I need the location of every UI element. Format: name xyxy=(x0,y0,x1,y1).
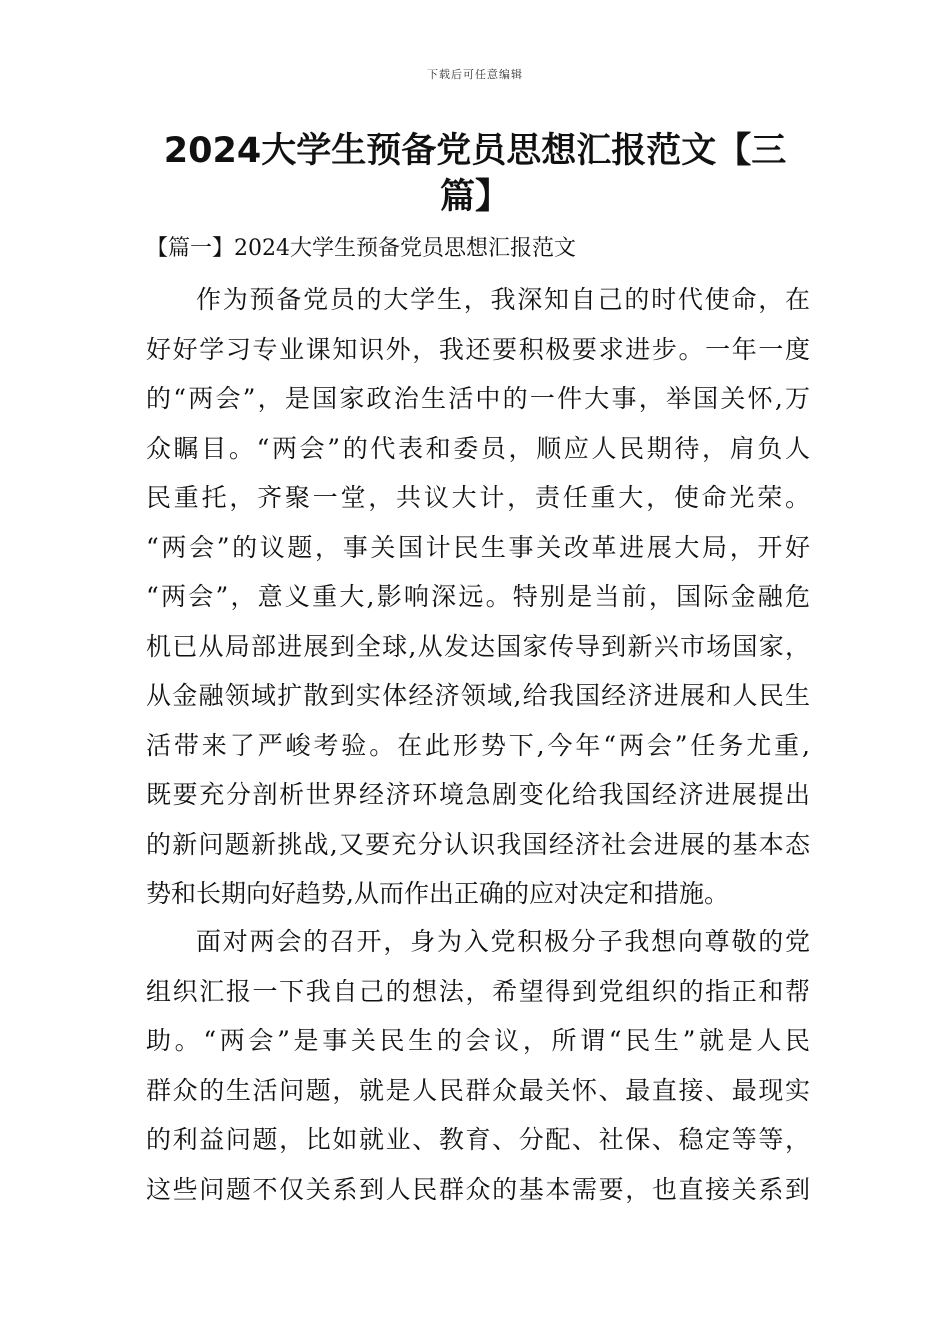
paragraph-line: 民重托，齐聚一堂，共议大计，责任重大，使命光荣。 xyxy=(146,483,810,512)
paragraph-line: 的新问题新挑战,又要充分认识我国经济社会进展的基本态 xyxy=(146,829,810,859)
paragraph-line: 的利益问题，比如就业、教育、分配、社保、稳定等等， xyxy=(146,1125,810,1154)
paragraph-line: 机已从局部进展到全球,从发达国家传导到新兴市场国家， xyxy=(146,631,810,661)
paragraph-line: 好好学习专业课知识外，我还要积极要求进步。一年一度 xyxy=(146,334,810,364)
page-title xyxy=(150,128,800,220)
paragraph-line: 势和长期向好趋势,从而作出正确的应对决定和措施。 xyxy=(146,879,729,908)
paragraph-1 xyxy=(146,275,810,919)
paragraph-line: 既要充分剖析世界经济环境急剧变化给我国经济进展提出 xyxy=(146,780,810,809)
paragraph-line: 助。“两会”是事关民生的会议，所谓“民生”就是人民 xyxy=(146,1026,810,1055)
paragraph-2 xyxy=(146,917,810,1214)
title-line-2: 篇】 xyxy=(439,177,510,217)
title-line-1: 2024大学生预备党员思想汇报范文【三 xyxy=(163,131,787,171)
paragraph-line: 这些问题不仅关系到人民群众的基本需要，也直接关系到 xyxy=(146,1174,810,1204)
paragraph-line: “两会”的议题，事关国计民生事关改革进展大局，开好 xyxy=(146,532,810,562)
paragraph-line: 组织汇报一下我自己的想法，希望得到党组织的指正和帮 xyxy=(146,976,810,1006)
paragraph-line: “两会”，意义重大,影响深远。特别是当前，国际金融危 xyxy=(146,582,810,611)
paragraph-line: 作为预备党员的大学生，我深知自己的时代使命，在 xyxy=(196,285,810,314)
paragraph-line: 面对两会的召开，身为入党积极分子我想向尊敬的党 xyxy=(196,927,810,956)
paragraph-line: 从金融领域扩散到实体经济领域,给我国经济进展和人民生 xyxy=(146,681,810,710)
paragraph-line: 活带来了严峻考验。在此形势下,今年“两会”任务尤重, xyxy=(146,730,810,760)
paragraph-line: 群众的生活问题，就是人民群众最关怀、最直接、最现实 xyxy=(146,1075,810,1105)
paragraph-line: 众瞩目。“两会”的代表和委员，顺应人民期待，肩负人 xyxy=(146,433,810,463)
section-heading: 【篇一】2024大学生预备党员思想汇报范文 xyxy=(146,236,576,261)
paragraph-line: 的“两会”，是国家政治生活中的一件大事，举国关怀,万 xyxy=(146,384,810,413)
header-note: 下载后可任意编辑 xyxy=(427,68,523,81)
